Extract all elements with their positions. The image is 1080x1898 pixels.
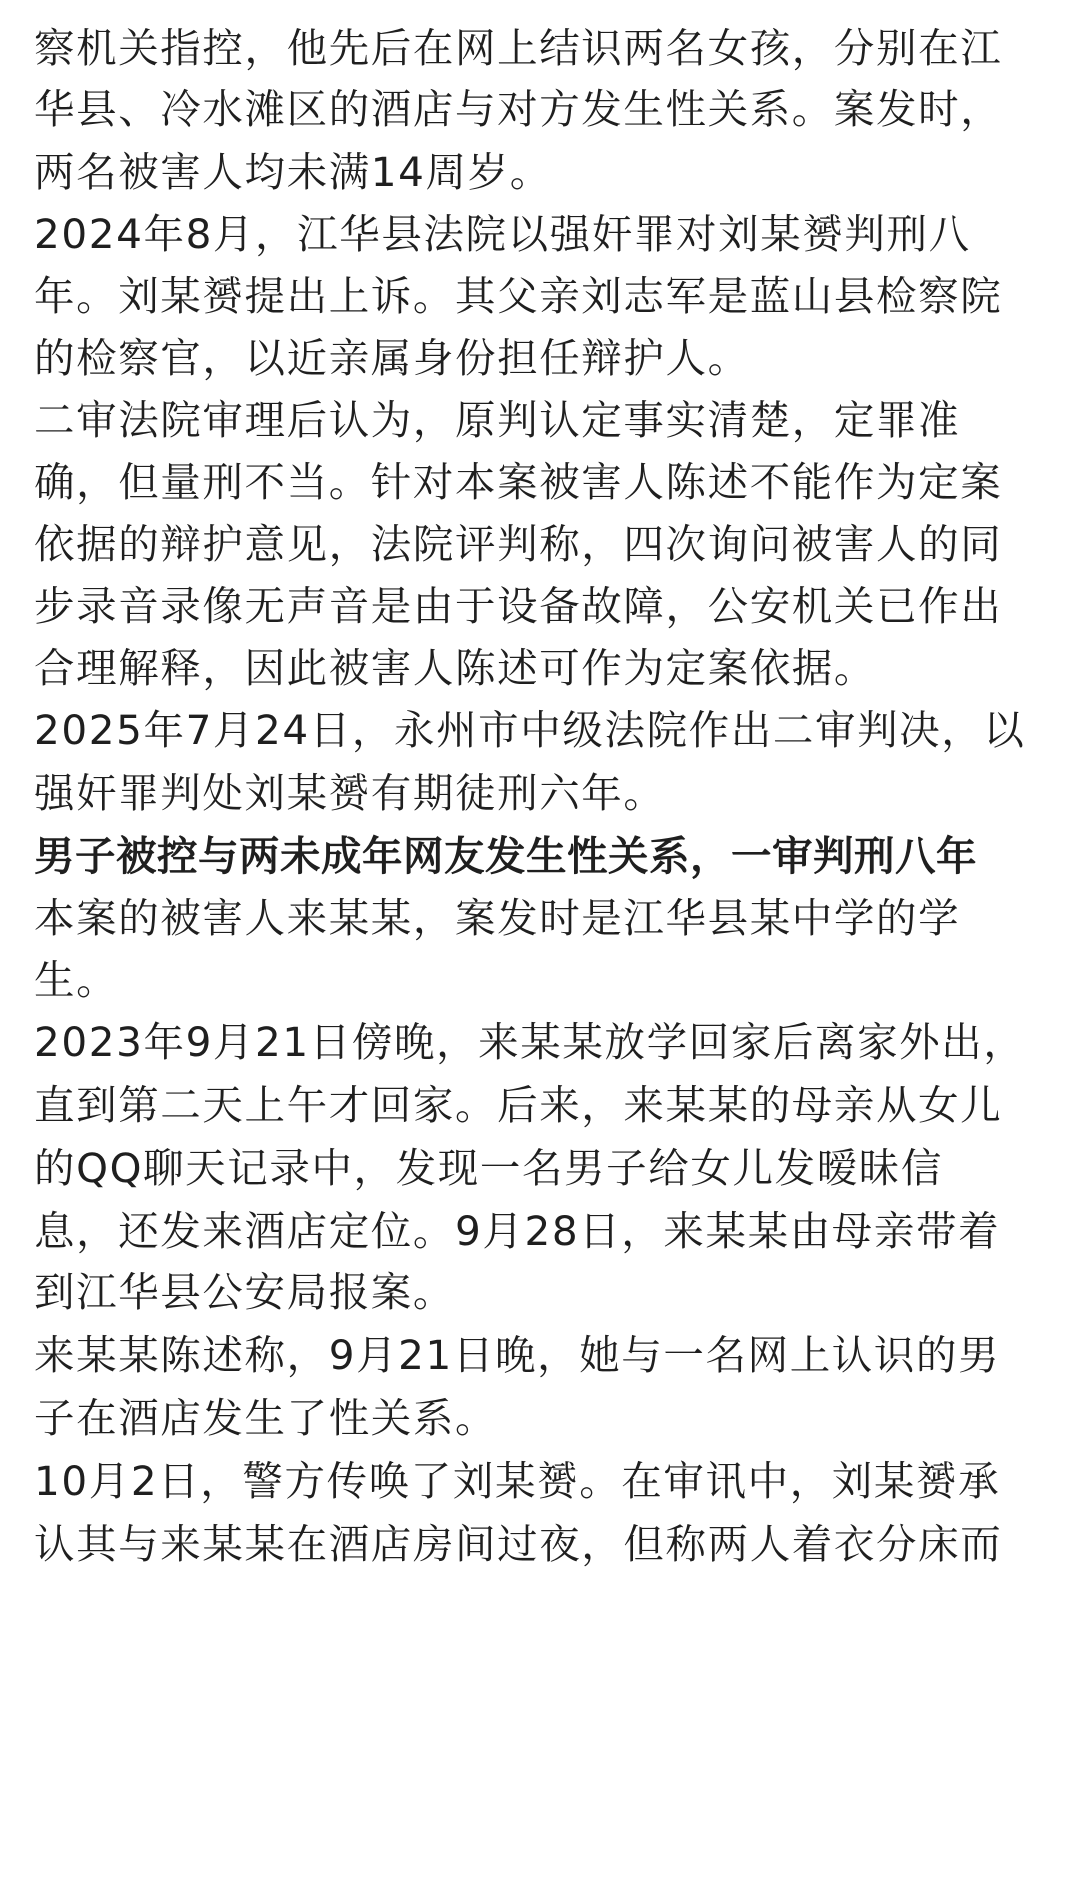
paragraph-line: 2023年9月21日傍晚，来某某放学回家后离家外出， [34, 1018, 1026, 1066]
paragraph-line: 确，但量刑不当。针对本案被害人陈述不能作为定案 [34, 458, 1003, 506]
paragraph-line: 认其与来某某在酒店房间过夜，但称两人着衣分床而 [34, 1520, 1003, 1568]
paragraph-line: 子在酒店发生了性关系。 [34, 1394, 498, 1442]
paragraph-line: 到江华县公安局报案。 [34, 1268, 455, 1316]
paragraph-line: 的检察官，以近亲属身份担任辩护人。 [34, 334, 750, 382]
section-heading: 男子被控与两未成年网友发生性关系，一审判刑八年 [34, 832, 977, 880]
paragraph-line: 直到第二天上午才回家。后来，来某某的母亲从女儿 [34, 1081, 1003, 1129]
paragraph-line: 2025年7月24日，永州市中级法院作出二审判决，以 [34, 706, 1026, 754]
paragraph-line: 2024年8月，江华县法院以强奸罪对刘某赟判刑八 [34, 210, 971, 258]
paragraph-line: 年。刘某赟提出上诉。其父亲刘志军是蓝山县检察院 [34, 272, 1003, 320]
paragraph-line: 息，还发来酒店定位。9月28日，来某某由母亲带着 [34, 1207, 1001, 1255]
paragraph-line: 来某某陈述称，9月21日晚，她与一名网上认识的男 [34, 1331, 1001, 1379]
paragraph-line: 合理解释，因此被害人陈述可作为定案依据。 [34, 644, 876, 692]
paragraph-line: 步录音录像无声音是由于设备故障，公安机关已作出 [34, 582, 1003, 630]
paragraph-line: 依据的辩护意见，法院评判称，四次询问被害人的同 [34, 520, 1003, 568]
paragraph-line: 察机关指控，他先后在网上结识两名女孩，分别在江 [34, 24, 1003, 72]
paragraph-line: 本案的被害人来某某，案发时是江华县某中学的学 [34, 894, 961, 942]
paragraph-line: 生。 [34, 956, 119, 1004]
paragraph-line: 二审法院审理后认为，原判认定事实清楚，定罪准 [34, 396, 961, 444]
paragraph-line: 两名被害人均未满14周岁。 [34, 148, 552, 196]
paragraph-line: 华县、冷水滩区的酒店与对方发生性关系。案发时， [34, 85, 1003, 133]
paragraph-line: 的QQ聊天记录中，发现一名男子给女儿发暧昧信 [34, 1144, 943, 1192]
paragraph-line: 10月2日，警方传唤了刘某赟。在审讯中，刘某赟承 [34, 1457, 1001, 1505]
paragraph-line: 强奸罪判处刘某赟有期徒刑六年。 [34, 769, 666, 817]
